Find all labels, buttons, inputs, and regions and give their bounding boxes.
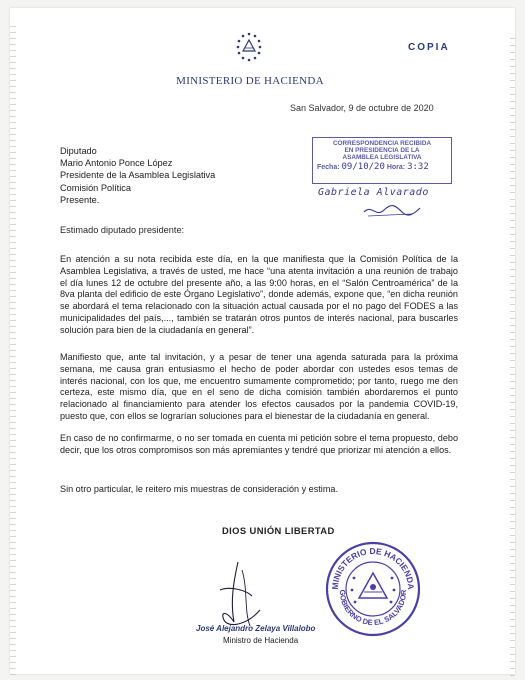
addressee-line: Comisión Política bbox=[60, 182, 131, 193]
scan-edge-right bbox=[510, 38, 515, 678]
minister-signature bbox=[190, 560, 300, 630]
stamp-date-time-row bbox=[313, 164, 451, 171]
addressee-line: Mario Antonio Ponce López bbox=[60, 158, 173, 169]
signer-title: Ministro de Hacienda bbox=[223, 636, 299, 645]
reception-stamp bbox=[312, 137, 452, 184]
addressee-line: Presente. bbox=[60, 194, 100, 205]
coat-of-arms-icon bbox=[232, 30, 266, 64]
body-paragraph: En atención a su nota recibida este día, en la que manifiesta que la Comisión Política de la Asamblea Legislativa, a través de usted, me hace “una atenta invitación a una reunión de trabajo el día lunes 12 de octubre del presente año, a las 9:00 horas, en el “Salón Centroamérica” de la 8va planta del edificio de este Órgano Legislativo”, donde además, expone que, “en dicha reunión se abordará el tema relacionado con la situación actual causada por el no pago del FODES a las municipalidades del país,..., también se tratarán otros puntos de interés nacional, para buscarles solución para bien de la ciudadanía en general”. bbox=[60, 254, 458, 335]
city-date: San Salvador, 9 de octubre de 2020 bbox=[290, 103, 434, 113]
svg-text:MINISTERIO DE HACIENDA: MINISTERIO DE HACIENDA bbox=[329, 545, 417, 590]
national-motto: DIOS UNIÓN LIBERTAD bbox=[222, 525, 335, 536]
stamp-line: EN PRESIDENCIA DE LA bbox=[344, 147, 420, 154]
stamp-line: ASAMBLEA LEGISLATIVA bbox=[342, 154, 422, 161]
ministry-header: MINISTERIO DE HACIENDA bbox=[176, 75, 324, 87]
scan-edge-left bbox=[10, 26, 16, 676]
salutation: Estimado diputado presidente: bbox=[60, 225, 185, 235]
stamp-time-value: 3:32 bbox=[407, 162, 429, 172]
stamp-line: CORRESPONDENCIA RECIBIDA bbox=[332, 140, 432, 147]
stamp-date-value: 09/10/20 bbox=[341, 162, 385, 172]
addressee-line: Diputado bbox=[60, 146, 97, 156]
body-paragraph: En caso de no confirmarme, o no ser tomada en cuenta mi petición sobre el tema propuesto, debo decir, que los otros compromisos son más apremiantes y tendré que priorizar mi atención a ellos. bbox=[60, 433, 458, 455]
signer-name: José Alejandro Zelaya Villalobo bbox=[196, 624, 316, 633]
receiver-initials-signature bbox=[362, 200, 422, 220]
stamp-date-label: Fecha: bbox=[317, 164, 340, 171]
addressee-line: Presidente de la Asamblea Legislativa bbox=[60, 170, 216, 181]
copy-mark: COPIA bbox=[408, 42, 450, 53]
stamp-time-label: Hora: bbox=[386, 164, 406, 171]
closing-paragraph: Sin otro particular, le reitero mis muestras de consideración y estima. bbox=[60, 484, 338, 494]
addressee-block bbox=[60, 145, 215, 206]
received-by-handwriting: Gabriela Alvarado bbox=[318, 187, 429, 198]
svg-text:GOBIERNO DE EL SALVADOR: GOBIERNO DE EL SALVADOR bbox=[337, 589, 409, 628]
ministry-seal bbox=[324, 540, 422, 638]
body-paragraph: Manifiesto que, ante tal invitación, y a pesar de tener una agenda saturada para la próxima semana, me causa gran entusiasmo el hecho de poder abordar con ustedes esos temas de interés nacional, con los que, me encuentro sumamente comprometido; por tanto, ruego me den certeza, este mismo día, que en el seno de dicha comisión también abordaremos el punto relacionado al financiamiento para atender los efectos causados por la pandemia COVID-19, puesto que, con ellos se lograrían soluciones para el bienestar de la ciudadanía en general. bbox=[60, 352, 458, 421]
